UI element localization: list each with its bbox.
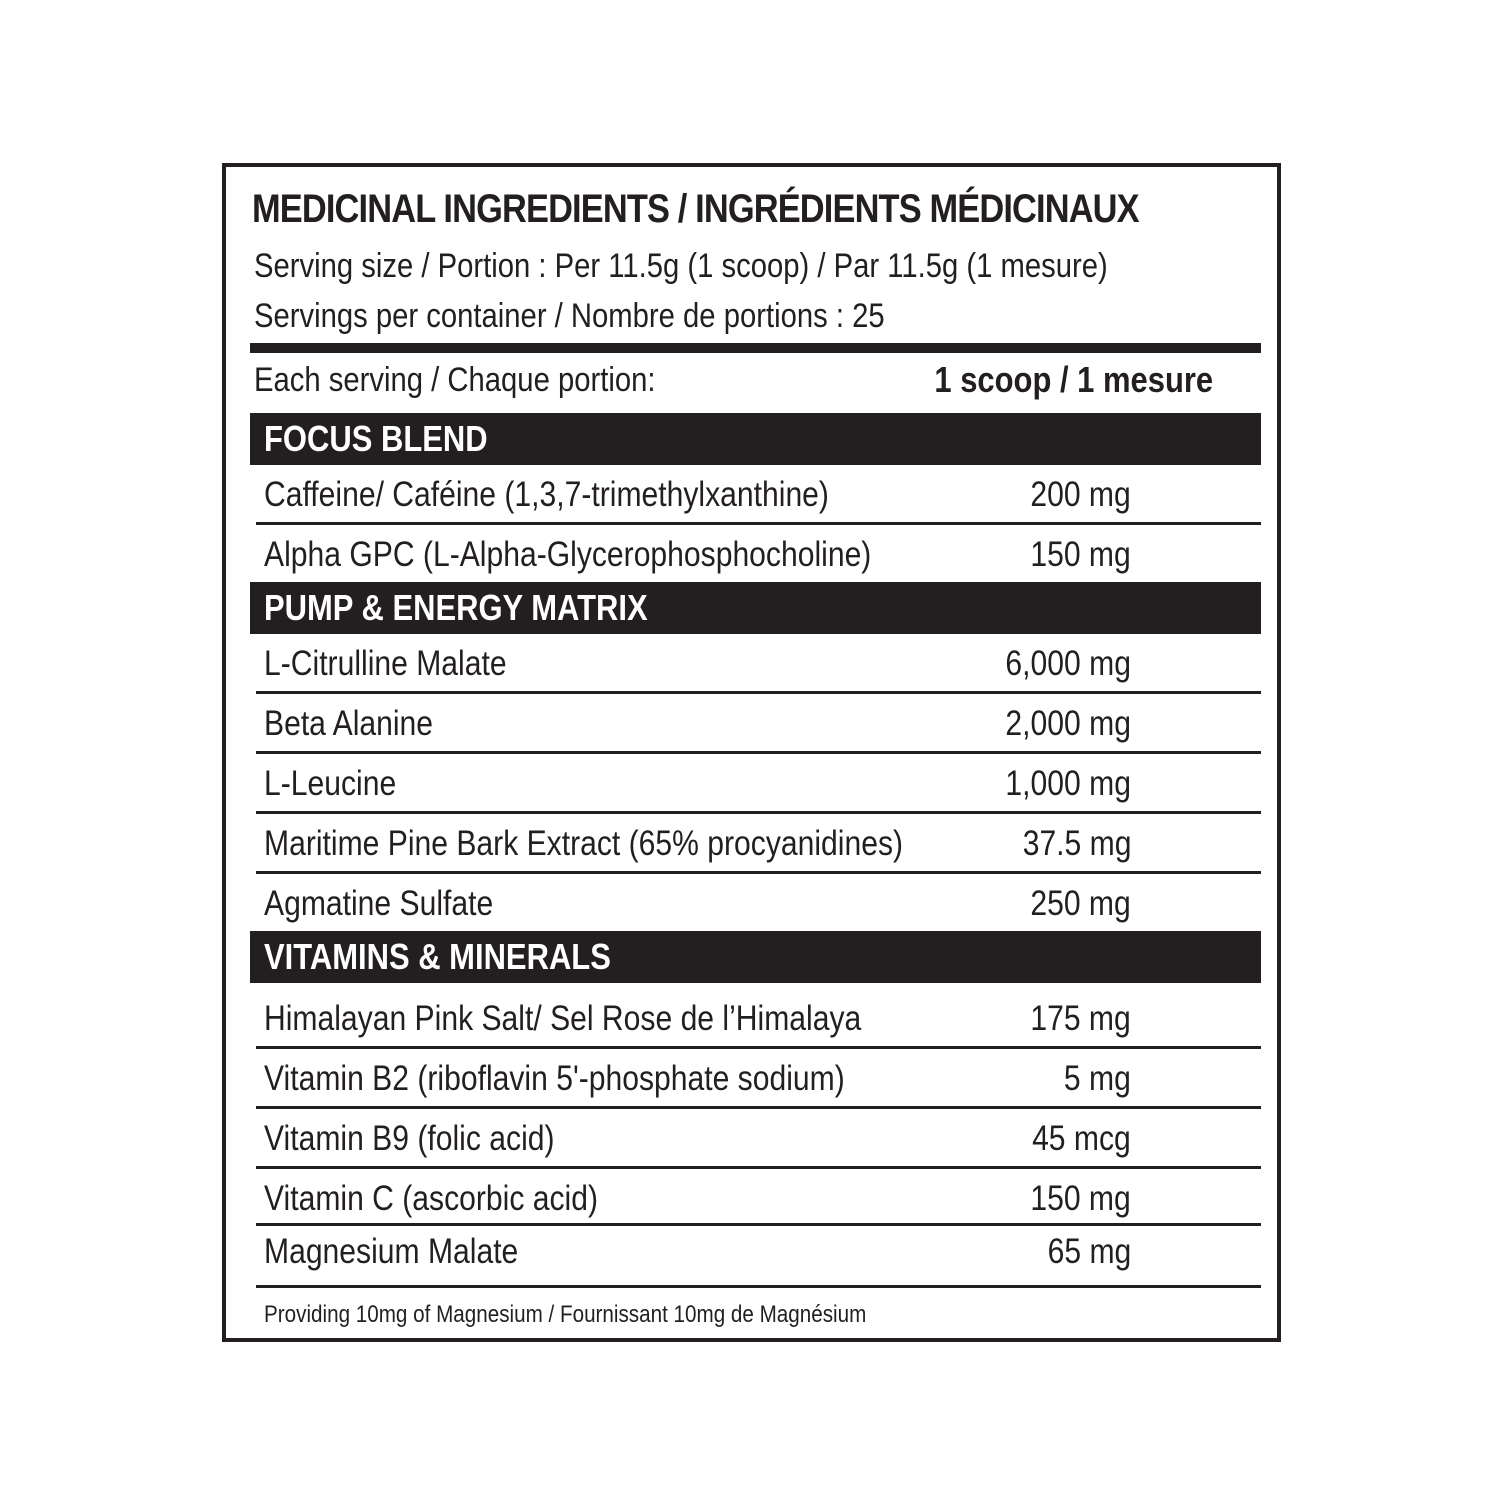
ingredient-amount: 2,000 mg bbox=[1005, 704, 1131, 743]
thick-divider bbox=[250, 343, 1261, 353]
magnesium-footnote: Providing 10mg of Magnesium / Fournissant 10mg de Magnésium bbox=[264, 1301, 867, 1328]
ingredient-row bbox=[256, 814, 1261, 874]
section-header: FOCUS BLEND bbox=[250, 413, 1261, 465]
section-focus-blend bbox=[250, 413, 1261, 582]
ingredient-amount: 200 mg bbox=[1030, 475, 1131, 514]
ingredient-amount: 65 mg bbox=[1047, 1232, 1131, 1271]
ingredient-name: Vitamin B9 (folic acid) bbox=[264, 1119, 555, 1158]
ingredient-amount: 1,000 mg bbox=[1005, 764, 1131, 803]
ingredient-row bbox=[256, 983, 1261, 1049]
each-serving-label: Each serving / Chaque portion: bbox=[254, 361, 656, 399]
section-header: PUMP & ENERGY MATRIX bbox=[250, 582, 1261, 634]
ingredient-amount: 6,000 mg bbox=[1005, 644, 1131, 683]
ingredient-row bbox=[256, 465, 1261, 525]
section-header: VITAMINS & MINERALS bbox=[250, 931, 1261, 983]
ingredient-amount: 250 mg bbox=[1030, 884, 1131, 923]
ingredient-row bbox=[256, 1109, 1261, 1169]
ingredient-row bbox=[256, 874, 1261, 931]
ingredient-name: Alpha GPC (L-Alpha-Glycerophosphocholine) bbox=[264, 535, 872, 574]
ingredient-name: Vitamin B2 (riboflavin 5'-phosphate sodium) bbox=[264, 1059, 845, 1098]
serving-size-text: Serving size / Portion : Per 11.5g (1 scoop) / Par 11.5g (1 mesure) bbox=[254, 247, 1108, 285]
ingredient-row bbox=[256, 1049, 1261, 1109]
ingredient-row bbox=[256, 694, 1261, 754]
ingredient-name: Beta Alanine bbox=[264, 704, 434, 743]
label-title: MEDICINAL INGREDIENTS / INGRÉDIENTS MÉDICINAUX bbox=[252, 187, 1139, 231]
section-pump-energy-matrix bbox=[250, 582, 1261, 931]
ingredient-row bbox=[256, 634, 1261, 694]
ingredient-amount: 45 mcg bbox=[1032, 1119, 1131, 1158]
ingredient-amount: 5 mg bbox=[1064, 1059, 1131, 1098]
ingredient-row bbox=[256, 1226, 1261, 1288]
ingredient-row bbox=[256, 525, 1261, 582]
ingredient-row bbox=[256, 754, 1261, 814]
ingredient-name: Caffeine/ Caféine (1,3,7-trimethylxanthine) bbox=[264, 475, 829, 514]
ingredient-amount: 37.5 mg bbox=[1022, 824, 1131, 863]
each-serving-amount: 1 scoop / 1 mesure bbox=[934, 359, 1213, 400]
ingredient-name: Himalayan Pink Salt/ Sel Rose de l’Himalaya bbox=[264, 999, 862, 1038]
ingredient-amount: 150 mg bbox=[1030, 535, 1131, 574]
ingredients-label bbox=[222, 163, 1281, 1342]
ingredient-amount: 150 mg bbox=[1030, 1179, 1131, 1218]
ingredient-row bbox=[256, 1169, 1261, 1226]
ingredient-amount: 175 mg bbox=[1030, 999, 1131, 1038]
ingredient-name: L-Citrulline Malate bbox=[264, 644, 507, 683]
section-vitamins-minerals bbox=[250, 931, 1261, 1288]
ingredient-name: Vitamin C (ascorbic acid) bbox=[264, 1179, 599, 1218]
ingredient-name: L-Leucine bbox=[264, 764, 397, 803]
ingredient-name: Agmatine Sulfate bbox=[264, 884, 494, 923]
ingredient-name: Maritime Pine Bark Extract (65% procyanidines) bbox=[264, 824, 904, 863]
servings-per-container-text: Servings per container / Nombre de portions : 25 bbox=[254, 297, 885, 335]
ingredient-name: Magnesium Malate bbox=[264, 1232, 519, 1271]
ingredient-sections bbox=[250, 413, 1261, 1288]
